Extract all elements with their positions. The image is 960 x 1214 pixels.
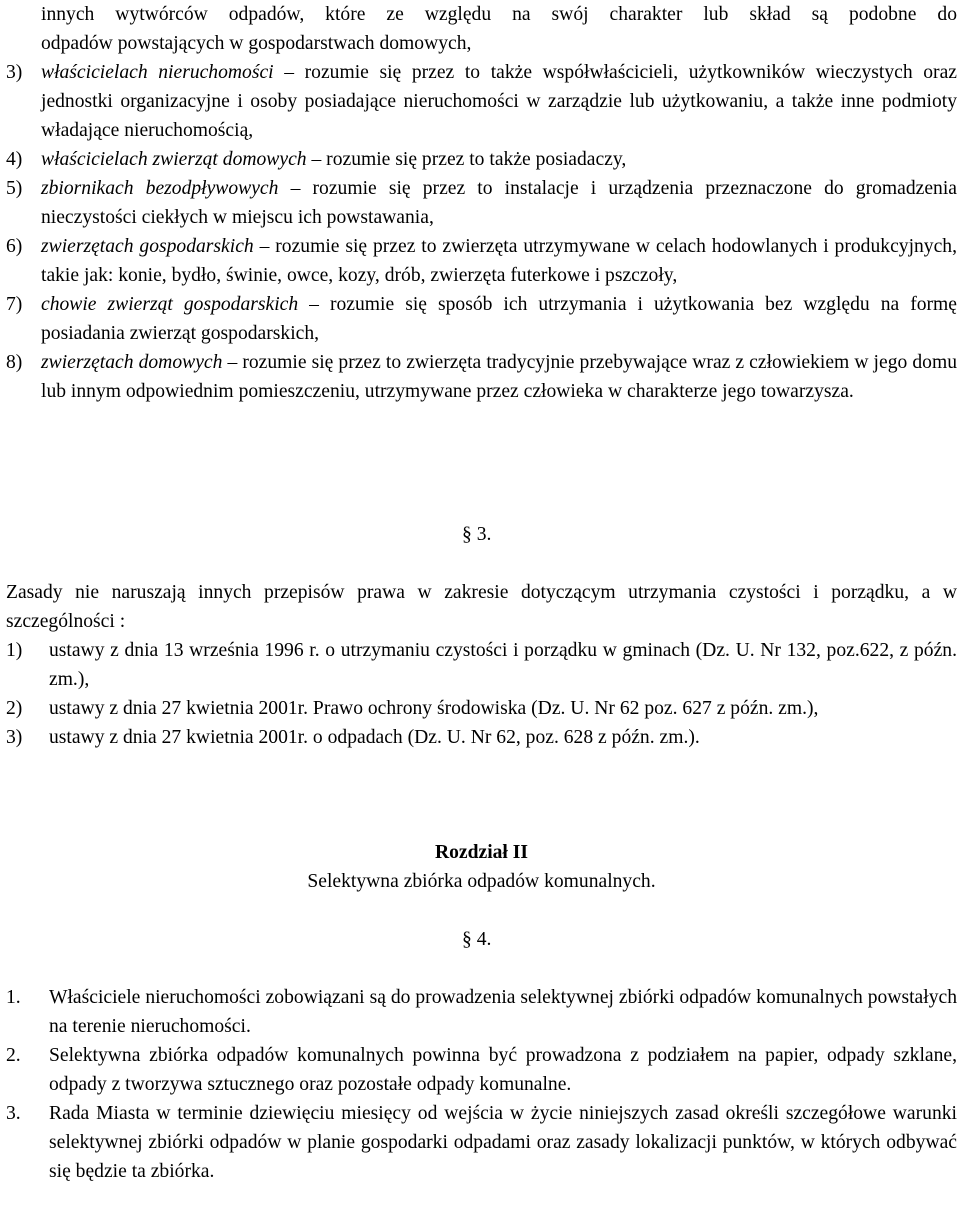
continuation-text	[41, 0, 957, 58]
section-4-body	[6, 983, 957, 1186]
chapter-title: Rozdział II	[434, 842, 529, 863]
section-4-item-number: 2.	[6, 1045, 21, 1066]
definition-text: – rozumie się przez to zwierzęta tradycyjnie przebywające wraz z człowiekiem w jego domu lub innym odpowiednim pomieszczeniu, utrzymywane przez człowieka w charakterze jego towarzysza.	[41, 352, 957, 402]
section-3-item-text: ustawy z dnia 27 kwietnia 2001r. o odpadach (Dz. U. Nr 62, poz. 628 z późn. zm.).	[49, 727, 700, 748]
definition-body	[41, 174, 957, 232]
continuation-line-2: odpadów powstających w gospodarstwach domowych,	[41, 33, 472, 54]
definition-term: właścicielach nieruchomości	[41, 62, 274, 83]
definition-body	[41, 58, 957, 145]
definition-term: zwierzętach domowych	[41, 352, 223, 373]
section-3-heading: § 3.	[462, 524, 492, 545]
definition-list	[6, 58, 957, 406]
section-4-item	[6, 1099, 957, 1186]
section-3-item-text: ustawy z dnia 27 kwietnia 2001r. Prawo ochrony środowiska (Dz. U. Nr 62 poz. 627 z późn. zm.),	[49, 698, 819, 719]
section-4-item	[6, 1041, 957, 1099]
definition-item	[6, 348, 957, 406]
definition-item	[6, 174, 957, 232]
section-3-item-number: 2)	[6, 698, 23, 719]
definition-text: – rozumie się przez to także współwłaścicieli, użytkowników wieczystych oraz jednostki organizacyjne i osoby posiadające nieruchomości w zarządzie lub użytkowaniu, a także inne podmioty władające nieruchomością,	[41, 62, 957, 141]
section-3-item-number: 3)	[6, 727, 23, 748]
definition-text: – rozumie się przez to także posiadaczy,	[306, 149, 627, 170]
definition-number: 3)	[6, 62, 23, 83]
definition-term: zbiornikach bezodpływowych	[41, 178, 279, 199]
definition-text: – rozumie się przez to instalacje i urządzenia przeznaczone do gromadzenia nieczystości ciekłych w miejscu ich powstawania,	[41, 178, 957, 228]
definition-item	[6, 145, 957, 174]
definition-item	[6, 290, 957, 348]
section-4-item-text: Rada Miasta w terminie dziewięciu miesięcy od wejścia w życie niniejszych zasad określi szczegółowe warunki selektywnej zbiórki odpadów w planie gospodarki odpadami oraz zasady lokalizacji punktów, w których odbywać się będzie ta zbiórka.	[49, 1103, 957, 1182]
section-3-item	[6, 636, 957, 694]
chapter-subtitle: Selektywna zbiórka odpadów komunalnych.	[307, 871, 656, 892]
definition-text: – rozumie się sposób ich utrzymania i użytkowania bez względu na formę posiadania zwierząt gospodarskich,	[41, 294, 957, 344]
definition-term: właścicielach zwierząt domowych	[41, 149, 307, 170]
definition-body	[41, 145, 957, 174]
definition-number: 8)	[6, 352, 23, 373]
definition-number: 7)	[6, 294, 23, 315]
section-4-item	[6, 983, 957, 1041]
definition-text: – rozumie się przez to zwierzęta utrzymywane w celach hodowlanych i produkcyjnych, takie jak: konie, bydło, świnie, owce, kozy, drób, zwierzęta futerkowe i pszczoły,	[41, 236, 957, 286]
section-3-intro: Zasady nie naruszają innych przepisów prawa w zakresie dotyczącym utrzymania czystości i porządku, a w szczególności :	[6, 582, 957, 632]
definition-number: 5)	[6, 178, 23, 199]
section-3-body	[6, 578, 957, 752]
definition-term: zwierzętach gospodarskich	[41, 236, 254, 257]
definition-body	[41, 290, 957, 348]
section-4-heading: § 4.	[462, 929, 492, 950]
definition-item	[6, 58, 957, 145]
section-3-item-text: ustawy z dnia 13 września 1996 r. o utrzymaniu czystości i porządku w gminach (Dz. U. Nr 132, poz.622, z późn. zm.),	[49, 640, 957, 690]
section-4-item-text: Właściciele nieruchomości zobowiązani są do prowadzenia selektywnej zbiórki odpadów komunalnych powstałych na terenie nieruchomości.	[49, 987, 957, 1037]
definition-body	[41, 348, 957, 406]
section-3-item	[6, 694, 957, 723]
definition-body	[41, 232, 957, 290]
section-4-item-number: 1.	[6, 987, 21, 1008]
section-4-item-number: 3.	[6, 1103, 21, 1124]
section-3-item-number: 1)	[6, 640, 23, 661]
section-4-item-text: Selektywna zbiórka odpadów komunalnych powinna być prowadzona z podziałem na papier, odpady szklane, odpady z tworzywa sztucznego oraz pozostałe odpady komunalne.	[49, 1045, 957, 1095]
definition-number: 4)	[6, 149, 23, 170]
definition-item	[6, 232, 957, 290]
section-3-item	[6, 723, 957, 752]
definition-term: chowie zwierząt gospodarskich	[41, 294, 299, 315]
definition-number: 6)	[6, 236, 23, 257]
continuation-line-1: innych wytwórców odpadów, które ze względu na swój charakter lub skład są podobne do	[41, 4, 957, 25]
